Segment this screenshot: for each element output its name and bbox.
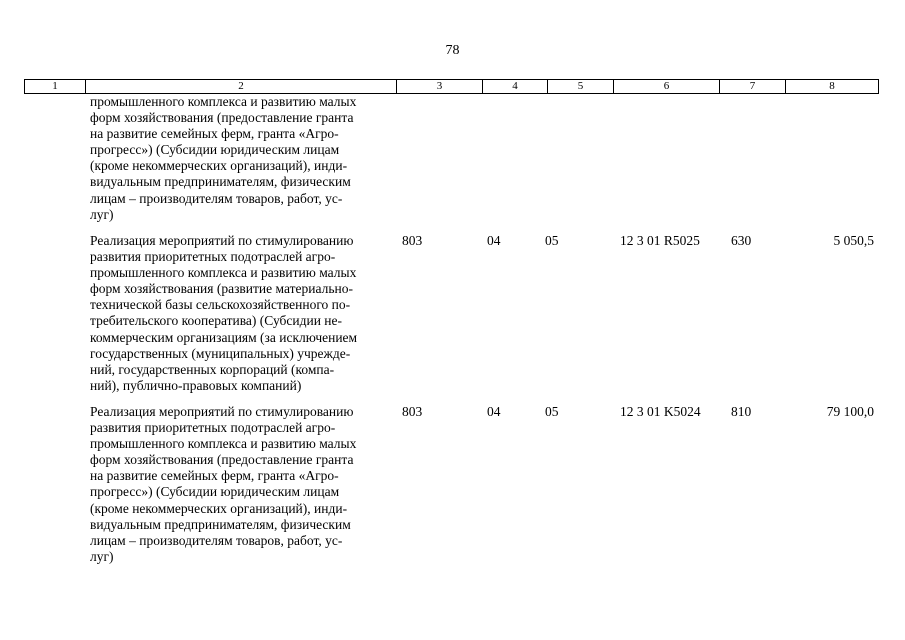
- row-description: [90, 404, 390, 565]
- text-line: ний), публично-правовых компаний): [90, 377, 302, 393]
- expense-type-code: 630: [731, 233, 752, 248]
- text-line: луг): [90, 548, 114, 564]
- header-col-4: 4: [482, 80, 547, 93]
- target-article-code: 12 3 01 K5024: [620, 404, 701, 419]
- text-line: промышленного комплекса и развитию малых: [90, 265, 357, 281]
- text-line: ний, государственных корпораций (компа-: [90, 361, 335, 377]
- text-line: государственных (муниципальных) учрежде-: [90, 345, 351, 361]
- header-col-5: 5: [547, 80, 613, 93]
- text-line: развития приоритетных подотраслей агро-: [90, 420, 336, 436]
- text-line: развития приоритетных подотраслей агро-: [90, 249, 336, 265]
- text-line: требительского кооператива) (Субсидии не-: [90, 313, 343, 329]
- text-line: прогресс») (Субсидии юридическим лицам: [90, 484, 340, 500]
- text-line: промышленного комплекса и развитию малых: [90, 436, 357, 452]
- ministry-code: 803: [402, 233, 423, 248]
- subsection-code: 05: [545, 404, 559, 419]
- text-line: промышленного комплекса и развитию малых: [90, 94, 357, 109]
- text-line: (кроме некоммерческих организаций), инди-: [90, 500, 348, 516]
- text-line: на развитие семейных ферм, гранта «Агро-: [90, 468, 339, 484]
- header-col-6: 6: [613, 80, 719, 93]
- amount: 79 100,0: [826, 404, 874, 419]
- text-line: прогресс») (Субсидии юридическим лицам: [90, 142, 340, 158]
- text-line: (кроме некоммерческих организаций), инди-: [90, 158, 348, 174]
- text-line: лицам – производителям товаров, работ, ус-: [90, 532, 343, 548]
- text-line: коммерческим организациям (за исключением: [90, 329, 358, 345]
- expense-type-code: 810: [731, 404, 752, 419]
- text-line: видуальным предпринимателям, физическим: [90, 174, 351, 190]
- text-line: Реализация мероприятий по стимулированию: [90, 404, 354, 419]
- table-header-row: [24, 79, 879, 94]
- header-col-8: 8: [785, 80, 879, 93]
- section-code: 04: [487, 233, 501, 248]
- text-line: технической базы сельскохозяйственного по-: [90, 297, 351, 313]
- section-code: 04: [487, 404, 501, 419]
- continuation-description: [90, 94, 390, 223]
- text-line: форм хозяйствования (развитие материально-: [90, 281, 353, 297]
- text-line: форм хозяйствования (предоставление гранта: [90, 110, 354, 126]
- text-line: на развитие семейных ферм, гранта «Агро-: [90, 126, 339, 142]
- header-col-7: 7: [719, 80, 785, 93]
- text-line: луг): [90, 206, 114, 222]
- header-col-2: 2: [85, 80, 396, 93]
- header-col-1: 1: [24, 80, 85, 93]
- ministry-code: 803: [402, 404, 423, 419]
- text-line: видуальным предпринимателям, физическим: [90, 516, 351, 532]
- text-line: Реализация мероприятий по стимулированию: [90, 233, 354, 248]
- row-description: [90, 233, 390, 394]
- subsection-code: 05: [545, 233, 559, 248]
- page-number: 78: [445, 43, 460, 58]
- amount: 5 050,5: [833, 233, 874, 248]
- target-article-code: 12 3 01 R5025: [620, 233, 700, 248]
- header-col-3: 3: [396, 80, 482, 93]
- text-line: лицам – производителям товаров, работ, ус-: [90, 190, 343, 206]
- text-line: форм хозяйствования (предоставление гранта: [90, 452, 354, 468]
